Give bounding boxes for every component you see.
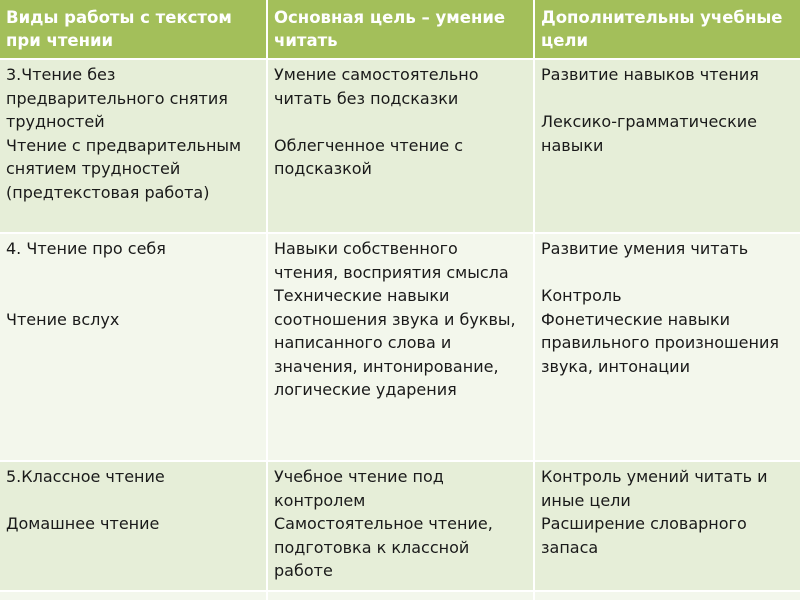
cell-work-type: 3.Чтение без предварительного снятия трудностей Чтение с предварительным снятием трудностей (предтекстовая работа) — [0, 60, 266, 232]
cell-empty — [0, 592, 266, 600]
table-header-row — [0, 0, 800, 58]
cell-empty — [268, 592, 533, 600]
table-row — [0, 234, 800, 460]
cell-main-goal: Навыки собственного чтения, восприятия смысла Технические навыки соотношения звука и буквы, написанного слова и значения, интонирование, логические ударения — [268, 234, 533, 460]
cell-work-type: 5.Классное чтение Домашнее чтение — [0, 462, 266, 590]
header-main-goal: Основная цель – умение читать — [268, 0, 533, 58]
cell-extra-goals: Контроль умений читать и иные цели Расширение словарного запаса — [535, 462, 800, 590]
table-row — [0, 462, 800, 590]
table-row-partial — [0, 592, 800, 600]
table-row — [0, 60, 800, 232]
cell-main-goal: Умение самостоятельно читать без подсказки Облегченное чтение с подсказкой — [268, 60, 533, 232]
cell-extra-goals: Развитие умения читать Контроль Фонетические навыки правильного произношения звука, интонации — [535, 234, 800, 460]
header-work-types: Виды работы с текстом при чтении — [0, 0, 266, 58]
cell-empty — [535, 592, 800, 600]
cell-main-goal: Учебное чтение под контролем Самостоятельное чтение, подготовка к классной работе — [268, 462, 533, 590]
header-extra-goals: Дополнительны учебные цели — [535, 0, 800, 58]
cell-work-type: 4. Чтение про себя Чтение вслух — [0, 234, 266, 460]
cell-extra-goals: Развитие навыков чтения Лексико-грамматические навыки — [535, 60, 800, 232]
